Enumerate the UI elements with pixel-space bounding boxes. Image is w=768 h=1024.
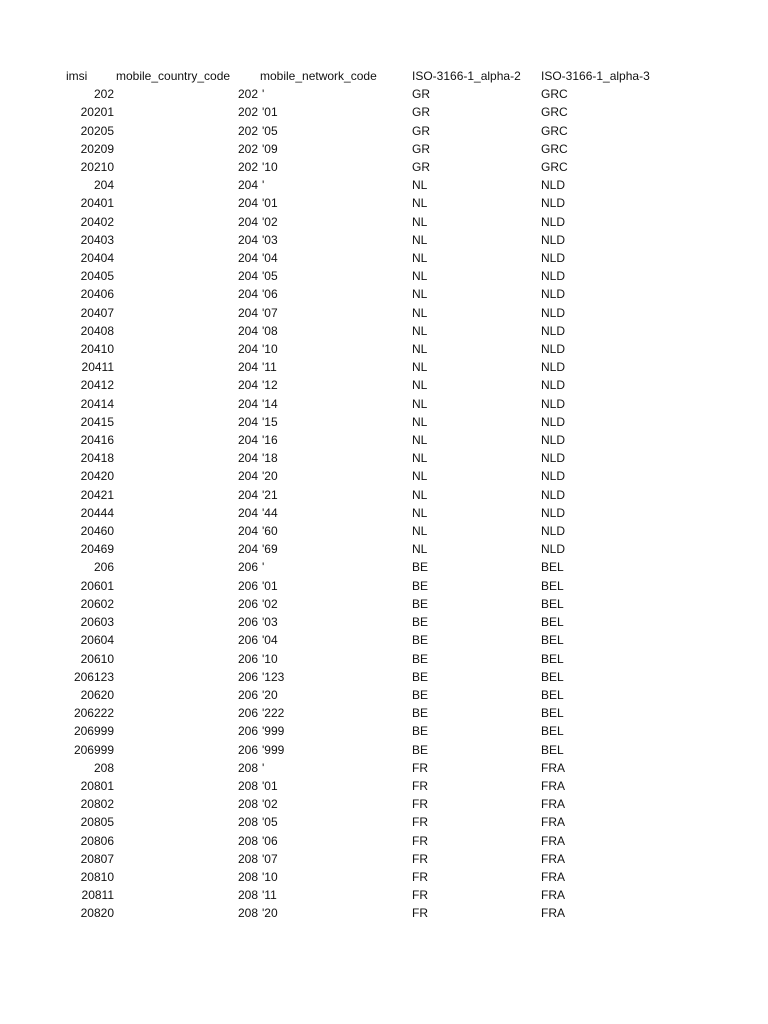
cell-imsi: 20209 (80, 141, 114, 156)
cell-mobile-country-code: 204 (237, 251, 258, 266)
header-mobile-network-code: mobile_network_code (260, 69, 377, 83)
cell-mobile-network-code: '04 (262, 251, 278, 266)
cell-imsi: 20460 (80, 524, 114, 539)
imsi-table (60, 67, 661, 923)
cell-imsi: 20620 (80, 687, 114, 702)
cell-mobile-network-code: '02 (262, 596, 278, 611)
cell-iso-alpha-3: NLD (541, 487, 566, 502)
cell-iso-alpha-2: GR (412, 87, 430, 102)
cell-iso-alpha-2: BE (412, 596, 429, 611)
cell-mobile-network-code: '999 (262, 724, 285, 739)
cell-imsi: 20415 (80, 414, 114, 429)
cell-imsi: 20412 (80, 378, 114, 393)
cell-mobile-country-code: 204 (237, 269, 258, 284)
cell-mobile-country-code: 208 (237, 760, 258, 775)
cell-iso-alpha-3: BEL (541, 742, 564, 757)
cell-mobile-country-code: 208 (237, 778, 258, 793)
cell-iso-alpha-2: BE (412, 560, 429, 575)
cell-mobile-country-code: 204 (237, 305, 258, 320)
table-row (60, 868, 661, 886)
cell-iso-alpha-2: NL (412, 505, 428, 520)
cell-imsi: 20604 (80, 633, 114, 648)
cell-imsi: 20205 (80, 123, 114, 138)
table-row (60, 558, 661, 576)
table-row (60, 285, 661, 303)
cell-imsi: 20403 (80, 232, 114, 247)
cell-mobile-network-code: '02 (262, 797, 278, 812)
cell-mobile-network-code: '20 (262, 687, 278, 702)
cell-mobile-country-code: 206 (237, 669, 258, 684)
cell-iso-alpha-3: BEL (541, 669, 564, 684)
cell-iso-alpha-2: FR (412, 760, 428, 775)
cell-iso-alpha-2: NL (412, 433, 428, 448)
cell-iso-alpha-2: NL (412, 378, 428, 393)
cell-mobile-country-code: 204 (237, 378, 258, 393)
cell-imsi: 206999 (73, 742, 114, 757)
cell-mobile-country-code: 204 (237, 433, 258, 448)
cell-iso-alpha-3: NLD (541, 305, 566, 320)
cell-mobile-country-code: 206 (237, 560, 258, 575)
cell-imsi: 20603 (80, 615, 114, 630)
cell-iso-alpha-2: NL (412, 487, 428, 502)
table-row (60, 395, 661, 413)
table-row (60, 122, 661, 140)
cell-iso-alpha-3: NLD (541, 451, 566, 466)
cell-mobile-country-code: 206 (237, 724, 258, 739)
cell-iso-alpha-2: NL (412, 232, 428, 247)
table-row (60, 595, 661, 613)
cell-mobile-country-code: 208 (237, 851, 258, 866)
cell-iso-alpha-3: BEL (541, 578, 564, 593)
cell-iso-alpha-3: BEL (541, 724, 564, 739)
cell-mobile-network-code: '11 (262, 888, 277, 903)
cell-mobile-network-code: '04 (262, 633, 278, 648)
cell-mobile-country-code: 206 (237, 706, 258, 721)
cell-imsi: 206 (93, 560, 114, 575)
cell-imsi: 20807 (80, 851, 114, 866)
cell-mobile-network-code: ' (262, 178, 265, 193)
table-row (60, 431, 661, 449)
cell-mobile-network-code: '10 (262, 869, 278, 884)
cell-iso-alpha-3: BEL (541, 615, 564, 630)
cell-iso-alpha-2: NL (412, 287, 428, 302)
cell-mobile-network-code: '03 (262, 232, 278, 247)
cell-mobile-network-code: '05 (262, 269, 278, 284)
cell-iso-alpha-3: FRA (541, 869, 565, 884)
cell-iso-alpha-2: FR (412, 815, 428, 830)
table-header (60, 67, 661, 85)
cell-iso-alpha-3: BEL (541, 687, 564, 702)
cell-iso-alpha-3: FRA (541, 778, 565, 793)
cell-iso-alpha-3: NLD (541, 360, 566, 375)
cell-iso-alpha-3: NLD (541, 396, 566, 411)
cell-iso-alpha-2: GR (412, 160, 430, 175)
cell-iso-alpha-3: BEL (541, 560, 564, 575)
table-row (60, 413, 661, 431)
cell-iso-alpha-2: BE (412, 578, 429, 593)
cell-iso-alpha-3: NLD (541, 323, 566, 338)
cell-mobile-network-code: '20 (262, 469, 278, 484)
cell-mobile-country-code: 204 (237, 196, 258, 211)
cell-mobile-network-code: '07 (262, 305, 278, 320)
cell-iso-alpha-2: NL (412, 178, 428, 193)
table-row (60, 686, 661, 704)
cell-mobile-country-code: 208 (237, 888, 258, 903)
table-row (60, 267, 661, 285)
cell-mobile-network-code: '69 (262, 542, 278, 557)
cell-imsi: 20610 (80, 651, 114, 666)
cell-imsi: 20806 (80, 833, 114, 848)
cell-imsi: 20421 (80, 487, 114, 502)
cell-mobile-country-code: 204 (237, 396, 258, 411)
cell-mobile-country-code: 204 (237, 232, 258, 247)
cell-mobile-network-code: '02 (262, 214, 278, 229)
cell-mobile-network-code: '07 (262, 851, 278, 866)
cell-imsi: 206123 (73, 669, 114, 684)
cell-mobile-country-code: 208 (237, 797, 258, 812)
cell-mobile-country-code: 204 (237, 360, 258, 375)
cell-imsi: 20416 (80, 433, 114, 448)
cell-iso-alpha-2: BE (412, 706, 429, 721)
table-row (60, 231, 661, 249)
cell-imsi: 20402 (80, 214, 114, 229)
cell-imsi: 202 (93, 87, 114, 102)
cell-iso-alpha-2: NL (412, 414, 428, 429)
cell-imsi: 208 (93, 760, 114, 775)
table-row (60, 704, 661, 722)
cell-iso-alpha-2: FR (412, 906, 428, 921)
cell-mobile-network-code: '05 (262, 815, 278, 830)
cell-iso-alpha-2: NL (412, 451, 428, 466)
cell-mobile-country-code: 206 (237, 651, 258, 666)
cell-mobile-country-code: 202 (237, 141, 258, 156)
header-iso-alpha-2: ISO-3166-1_alpha-2 (412, 69, 521, 83)
table-row (60, 103, 661, 121)
table-row (60, 358, 661, 376)
cell-iso-alpha-2: NL (412, 214, 428, 229)
table-row (60, 886, 661, 904)
cell-mobile-network-code: '12 (262, 378, 278, 393)
table-row (60, 577, 661, 595)
cell-mobile-country-code: 204 (237, 542, 258, 557)
cell-iso-alpha-3: GRC (541, 141, 568, 156)
cell-iso-alpha-2: GR (412, 141, 430, 156)
cell-mobile-country-code: 204 (237, 524, 258, 539)
cell-imsi: 20801 (80, 778, 114, 793)
cell-mobile-country-code: 204 (237, 505, 258, 520)
cell-mobile-country-code: 204 (237, 342, 258, 357)
cell-mobile-country-code: 208 (237, 815, 258, 830)
header-row (60, 67, 661, 85)
cell-imsi: 206999 (73, 724, 114, 739)
cell-imsi: 20201 (80, 105, 114, 120)
cell-imsi: 20404 (80, 251, 114, 266)
cell-iso-alpha-2: GR (412, 105, 430, 120)
cell-iso-alpha-2: NL (412, 305, 428, 320)
cell-mobile-country-code: 204 (237, 414, 258, 429)
cell-mobile-country-code: 202 (237, 160, 258, 175)
cell-iso-alpha-2: BE (412, 651, 429, 666)
cell-mobile-country-code: 206 (237, 633, 258, 648)
cell-imsi: 20444 (80, 505, 114, 520)
cell-iso-alpha-2: BE (412, 742, 429, 757)
cell-iso-alpha-3: NLD (541, 269, 566, 284)
cell-imsi: 20820 (80, 906, 114, 921)
cell-imsi: 20810 (80, 869, 114, 884)
cell-mobile-network-code: '06 (262, 833, 278, 848)
table-row (60, 194, 661, 212)
cell-iso-alpha-2: NL (412, 342, 428, 357)
table-row (60, 741, 661, 759)
cell-iso-alpha-2: FR (412, 833, 428, 848)
cell-mobile-network-code: '05 (262, 123, 278, 138)
table-row (60, 486, 661, 504)
cell-mobile-network-code: '10 (262, 342, 278, 357)
cell-mobile-network-code: '20 (262, 906, 278, 921)
cell-iso-alpha-3: FRA (541, 906, 565, 921)
cell-mobile-country-code: 208 (237, 906, 258, 921)
cell-mobile-network-code: '06 (262, 287, 278, 302)
table-row (60, 504, 661, 522)
cell-mobile-country-code: 206 (237, 596, 258, 611)
cell-mobile-country-code: 208 (237, 869, 258, 884)
cell-iso-alpha-2: BE (412, 687, 429, 702)
table-row (60, 631, 661, 649)
table-row (60, 376, 661, 394)
cell-iso-alpha-2: BE (412, 615, 429, 630)
table-row (60, 759, 661, 777)
cell-iso-alpha-3: GRC (541, 160, 568, 175)
table-row (60, 668, 661, 686)
table-row (60, 340, 661, 358)
cell-iso-alpha-3: GRC (541, 87, 568, 102)
cell-iso-alpha-3: NLD (541, 178, 566, 193)
cell-imsi: 20406 (80, 287, 114, 302)
table-row (60, 832, 661, 850)
cell-imsi: 20410 (80, 342, 114, 357)
table-row (60, 322, 661, 340)
table-row (60, 850, 661, 868)
cell-mobile-country-code: 206 (237, 615, 258, 630)
table-row (60, 522, 661, 540)
table-row (60, 813, 661, 831)
cell-iso-alpha-2: NL (412, 524, 428, 539)
cell-imsi: 20601 (80, 578, 114, 593)
table-row (60, 777, 661, 795)
cell-imsi: 20802 (80, 797, 114, 812)
cell-imsi: 20811 (81, 888, 114, 903)
cell-iso-alpha-3: NLD (541, 469, 566, 484)
cell-mobile-network-code: '10 (262, 160, 278, 175)
table-row (60, 158, 661, 176)
cell-iso-alpha-3: NLD (541, 342, 566, 357)
cell-mobile-network-code: '01 (262, 778, 278, 793)
cell-mobile-country-code: 204 (237, 451, 258, 466)
cell-imsi: 20210 (80, 160, 114, 175)
cell-mobile-country-code: 208 (237, 833, 258, 848)
cell-mobile-country-code: 206 (237, 687, 258, 702)
cell-mobile-network-code: '222 (262, 706, 285, 721)
cell-iso-alpha-2: NL (412, 196, 428, 211)
cell-iso-alpha-2: NL (412, 360, 428, 375)
cell-iso-alpha-3: NLD (541, 433, 566, 448)
cell-mobile-network-code: '999 (262, 742, 285, 757)
cell-iso-alpha-2: BE (412, 633, 429, 648)
table-row (60, 795, 661, 813)
cell-iso-alpha-2: FR (412, 888, 428, 903)
cell-imsi: 20407 (80, 305, 114, 320)
cell-iso-alpha-3: NLD (541, 414, 566, 429)
cell-mobile-country-code: 204 (237, 323, 258, 338)
cell-mobile-country-code: 206 (237, 578, 258, 593)
table-row (60, 176, 661, 194)
cell-imsi: 20805 (80, 815, 114, 830)
cell-mobile-country-code: 202 (237, 87, 258, 102)
cell-mobile-network-code: ' (262, 560, 265, 575)
cell-iso-alpha-3: NLD (541, 214, 566, 229)
cell-iso-alpha-3: FRA (541, 760, 565, 775)
cell-iso-alpha-3: NLD (541, 232, 566, 247)
cell-iso-alpha-3: NLD (541, 505, 566, 520)
cell-iso-alpha-2: GR (412, 123, 430, 138)
cell-mobile-network-code: ' (262, 87, 265, 102)
cell-iso-alpha-3: GRC (541, 123, 568, 138)
cell-mobile-network-code: '16 (262, 433, 278, 448)
cell-iso-alpha-3: GRC (541, 105, 568, 120)
cell-mobile-country-code: 204 (237, 287, 258, 302)
cell-mobile-country-code: 202 (237, 123, 258, 138)
cell-imsi: 20414 (80, 396, 114, 411)
cell-imsi: 206222 (73, 706, 114, 721)
cell-imsi: 20408 (80, 323, 114, 338)
cell-iso-alpha-3: NLD (541, 251, 566, 266)
header-imsi: imsi (66, 69, 88, 83)
cell-iso-alpha-3: NLD (541, 378, 566, 393)
cell-imsi: 20405 (80, 269, 114, 284)
cell-imsi: 20602 (80, 596, 114, 611)
cell-mobile-network-code: '10 (262, 651, 278, 666)
cell-imsi: 20401 (80, 196, 114, 211)
cell-mobile-network-code: '09 (262, 141, 278, 156)
cell-iso-alpha-3: NLD (541, 524, 566, 539)
table-row (60, 449, 661, 467)
table-row (60, 213, 661, 231)
table-row (60, 467, 661, 485)
cell-mobile-network-code: '14 (262, 396, 278, 411)
cell-mobile-network-code: '11 (262, 360, 277, 375)
cell-mobile-country-code: 206 (237, 742, 258, 757)
table-row (60, 85, 661, 103)
cell-imsi: 20420 (80, 469, 114, 484)
table-row (60, 722, 661, 740)
cell-mobile-network-code: '01 (262, 196, 278, 211)
cell-mobile-country-code: 204 (237, 214, 258, 229)
table-body (60, 85, 661, 922)
cell-iso-alpha-2: NL (412, 323, 428, 338)
table-row (60, 650, 661, 668)
cell-mobile-network-code: ' (262, 760, 265, 775)
cell-mobile-network-code: '21 (262, 487, 278, 502)
cell-iso-alpha-2: NL (412, 396, 428, 411)
cell-mobile-country-code: 202 (237, 105, 258, 120)
table-row (60, 904, 661, 922)
cell-iso-alpha-2: NL (412, 469, 428, 484)
cell-mobile-country-code: 204 (237, 469, 258, 484)
cell-iso-alpha-3: FRA (541, 833, 565, 848)
cell-iso-alpha-3: BEL (541, 596, 564, 611)
cell-iso-alpha-3: FRA (541, 888, 565, 903)
cell-iso-alpha-2: NL (412, 251, 428, 266)
header-iso-alpha-3: ISO-3166-1_alpha-3 (541, 69, 650, 83)
cell-mobile-network-code: '44 (262, 505, 278, 520)
cell-iso-alpha-3: BEL (541, 706, 564, 721)
cell-iso-alpha-3: FRA (541, 797, 565, 812)
cell-imsi: 20418 (80, 451, 114, 466)
cell-mobile-country-code: 204 (237, 178, 258, 193)
cell-iso-alpha-2: FR (412, 869, 428, 884)
cell-iso-alpha-2: FR (412, 851, 428, 866)
cell-imsi: 204 (93, 178, 114, 193)
cell-iso-alpha-2: BE (412, 724, 429, 739)
cell-iso-alpha-2: BE (412, 669, 429, 684)
table-row (60, 140, 661, 158)
table-row (60, 613, 661, 631)
cell-iso-alpha-3: NLD (541, 287, 566, 302)
cell-mobile-network-code: '123 (262, 669, 285, 684)
cell-mobile-network-code: '60 (262, 524, 278, 539)
cell-iso-alpha-3: BEL (541, 651, 564, 666)
table-row (60, 540, 661, 558)
cell-mobile-network-code: '15 (262, 414, 278, 429)
cell-mobile-country-code: 204 (237, 487, 258, 502)
cell-mobile-network-code: '03 (262, 615, 278, 630)
header-mobile-country-code: mobile_country_code (116, 69, 231, 83)
cell-mobile-network-code: '01 (262, 105, 278, 120)
cell-iso-alpha-2: NL (412, 269, 428, 284)
cell-iso-alpha-3: NLD (541, 542, 566, 557)
cell-iso-alpha-3: NLD (541, 196, 566, 211)
cell-imsi: 20469 (80, 542, 114, 557)
cell-imsi: 20411 (81, 360, 114, 375)
cell-iso-alpha-2: NL (412, 542, 428, 557)
cell-iso-alpha-2: FR (412, 778, 428, 793)
cell-iso-alpha-3: FRA (541, 851, 565, 866)
table-row (60, 249, 661, 267)
cell-mobile-network-code: '08 (262, 323, 278, 338)
cell-mobile-network-code: '01 (262, 578, 278, 593)
cell-iso-alpha-2: FR (412, 797, 428, 812)
cell-iso-alpha-3: BEL (541, 633, 564, 648)
cell-iso-alpha-3: FRA (541, 815, 565, 830)
cell-mobile-network-code: '18 (262, 451, 278, 466)
table-row (60, 304, 661, 322)
